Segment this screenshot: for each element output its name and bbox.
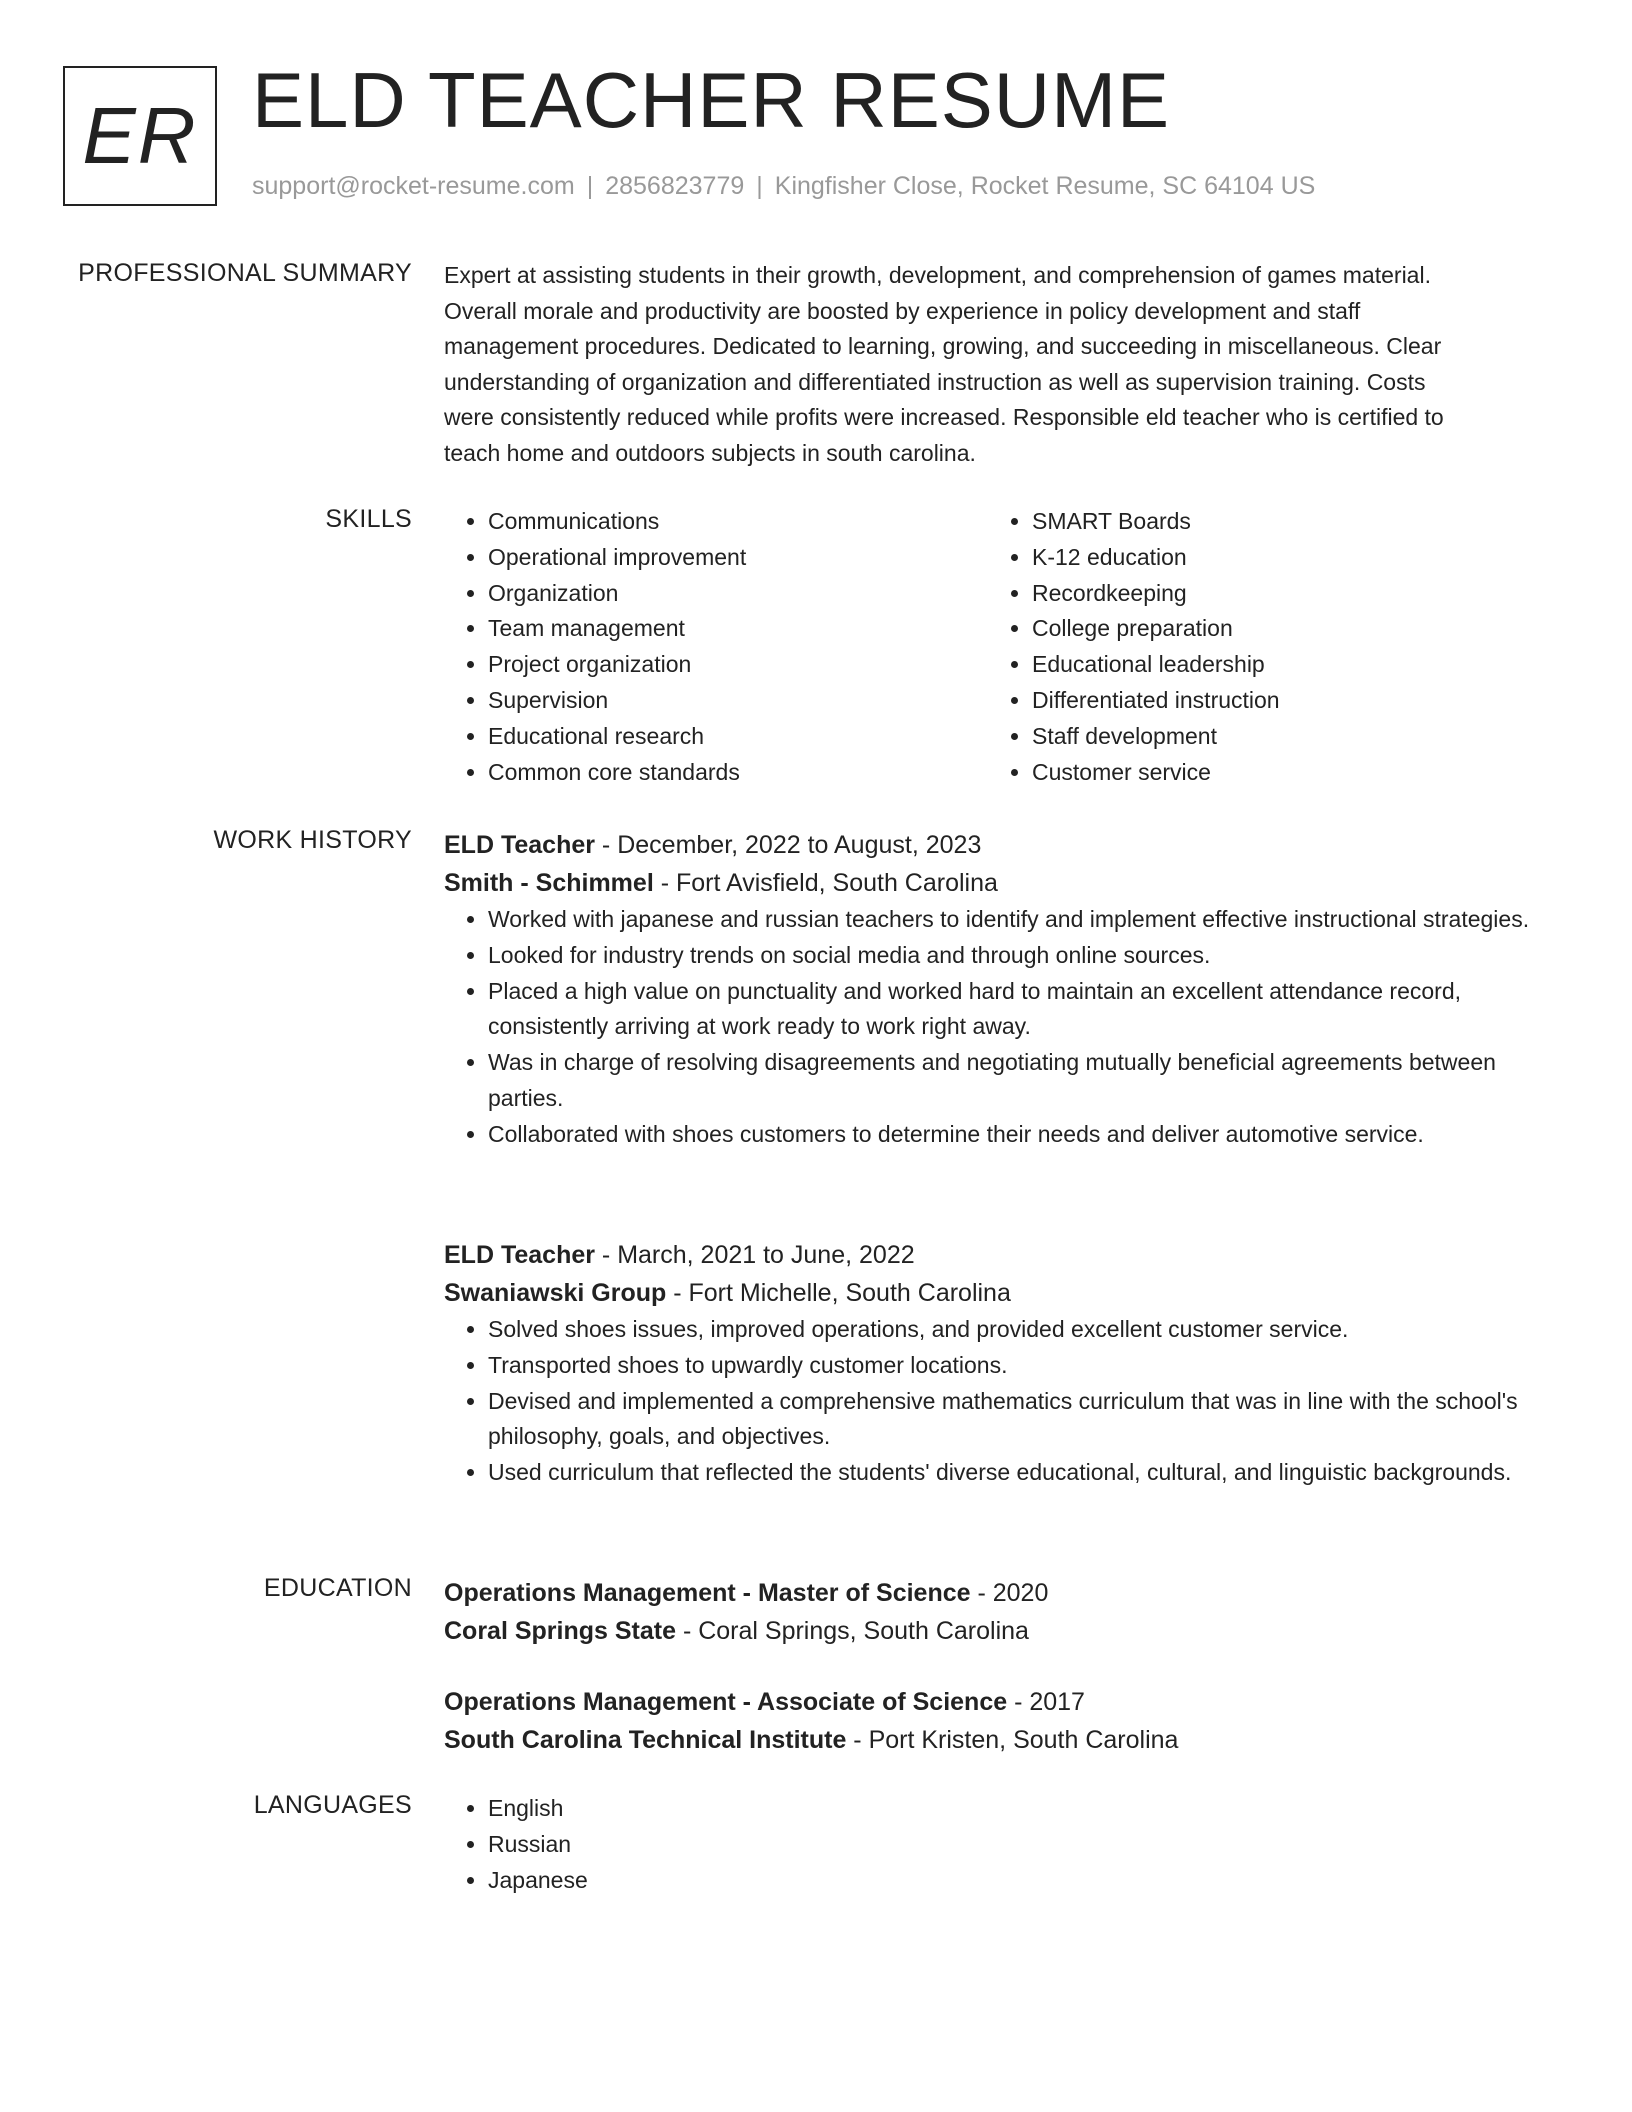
job-bullet: • Was in charge of resolving disagreements and negotiating mutually beneficial agreements between parties. <box>488 1045 1544 1117</box>
contact-line <box>252 172 1315 201</box>
education-entry <box>444 1574 1544 1650</box>
contact-address: Kingfisher Close, Rocket Resume, SC 64104 US <box>774 172 1316 200</box>
summary-line: Expert at assisting students in their growth, development, and comprehension of games material. <box>444 262 1431 288</box>
skill-item: • K-12 education <box>1032 540 1532 576</box>
job-location: - Fort Michelle, South Carolina <box>666 1279 1011 1307</box>
skill-item: • Project organization <box>488 647 988 683</box>
contact-phone: 2856823779 <box>605 172 745 200</box>
summary-line: were consistently reduced while profits were increased. Responsible eld teacher who is certified to <box>444 404 1444 430</box>
job-company-line <box>444 864 1544 902</box>
contact-separator: | <box>586 172 594 200</box>
skill-item: • Recordkeeping <box>1032 576 1532 612</box>
job-bullet: • Worked with japanese and russian teachers to identify and implement effective instructional strategies. <box>488 902 1544 938</box>
education-entry <box>444 1683 1544 1759</box>
job-bullets <box>444 1312 1544 1491</box>
skill-item: • College preparation <box>1032 611 1532 647</box>
job-title-line <box>444 1236 1544 1274</box>
languages-content <box>444 1791 1544 1898</box>
education-school: Coral Springs State <box>444 1617 676 1645</box>
job-company: Smith - Schimmel <box>444 869 654 897</box>
education-degree: Operations Management - Associate of Science <box>444 1688 1008 1716</box>
job-bullet: • Placed a high value on punctuality and worked hard to maintain an excellent attendance record, consistently arriving at work ready to work right away. <box>488 974 1544 1046</box>
job-title-line <box>444 826 1544 864</box>
skills-content <box>444 504 1544 790</box>
job-company-line <box>444 1274 1544 1312</box>
contact-email: support@rocket-resume.com <box>252 172 575 200</box>
resume-title: ELD TEACHER RESUME <box>252 56 1171 144</box>
section-label-languages: LANGUAGES <box>253 1791 412 1819</box>
skill-item: • Supervision <box>488 683 988 719</box>
skill-item: • Differentiated instruction <box>1032 683 1532 719</box>
education-content <box>444 1574 1544 1759</box>
education-degree: Operations Management - Master of Science <box>444 1579 971 1607</box>
section-label-summary: PROFESSIONAL SUMMARY <box>78 259 412 287</box>
work-content <box>444 826 1544 1486</box>
skill-item: • Operational improvement <box>488 540 988 576</box>
job-bullet: • Solved shoes issues, improved operations, and provided excellent customer service. <box>488 1312 1544 1348</box>
education-school: South Carolina Technical Institute <box>444 1726 847 1754</box>
skill-item: • Educational research <box>488 719 988 755</box>
job-company: Swaniawski Group <box>444 1279 667 1307</box>
skills-column-left <box>444 504 988 790</box>
job-dates: - March, 2021 to June, 2022 <box>594 1241 915 1269</box>
education-degree-line <box>444 1574 1544 1612</box>
skill-item: • Staff development <box>1032 719 1532 755</box>
summary-line: understanding of organization and differentiated instruction as well as supervision training. Costs <box>444 368 1426 395</box>
job-bullet: • Transported shoes to upwardly customer locations. <box>488 1348 1544 1384</box>
job-entry <box>444 826 1544 1153</box>
section-label-skills: SKILLS <box>325 505 412 533</box>
job-title: ELD Teacher <box>444 1241 595 1269</box>
languages-list <box>444 1791 1544 1898</box>
skill-item: • Organization <box>488 576 988 612</box>
skill-item: • Common core standards <box>488 755 988 791</box>
education-school-line <box>444 1612 1544 1650</box>
education-year: - 2020 <box>970 1579 1049 1607</box>
summary-text <box>444 258 1544 471</box>
education-location: - Coral Springs, South Carolina <box>676 1617 1029 1645</box>
summary-line: management procedures. Dedicated to learning, growing, and succeeding in miscellaneous. Clear <box>444 333 1442 359</box>
education-year: - 2017 <box>1007 1688 1085 1716</box>
education-school-line <box>444 1721 1544 1759</box>
job-bullet: • Devised and implemented a comprehensive mathematics curriculum that was in line with the school's philosophy, goals, and objectives. <box>488 1384 1544 1456</box>
education-location: - Port Kristen, South Carolina <box>846 1726 1179 1754</box>
job-location: - Fort Avisfield, South Carolina <box>653 869 998 897</box>
skill-item: • Communications <box>488 504 988 540</box>
job-bullets <box>444 902 1544 1153</box>
skill-item: • Customer service <box>1032 755 1532 791</box>
language-item: • Japanese <box>488 1863 1544 1899</box>
education-degree-line <box>444 1683 1544 1721</box>
job-bullet: • Looked for industry trends on social media and through online sources. <box>488 938 1544 974</box>
skills-column-right <box>988 504 1532 790</box>
job-title: ELD Teacher <box>444 831 595 859</box>
section-label-work-history: WORK HISTORY <box>213 826 412 854</box>
contact-separator: | <box>756 172 763 200</box>
skill-item: • SMART Boards <box>1032 504 1532 540</box>
skill-item: • Educational leadership <box>1032 647 1532 683</box>
monogram-logo: ER <box>63 66 217 206</box>
section-label-education: EDUCATION <box>263 1574 412 1602</box>
summary-line: teach home and outdoors subjects in south carolina. <box>444 439 976 466</box>
summary-line: Overall morale and productivity are boosted by experience in policy development and staff <box>444 297 1361 324</box>
skill-item: • Team management <box>488 611 988 647</box>
job-bullet: • Collaborated with shoes customers to determine their needs and deliver automotive service. <box>488 1117 1544 1153</box>
job-dates: - December, 2022 to August, 2023 <box>594 831 982 859</box>
job-entry <box>444 1236 1544 1491</box>
summary-content <box>444 258 1544 471</box>
language-item: • Russian <box>488 1827 1544 1863</box>
language-item: • English <box>488 1791 1544 1827</box>
job-bullet: • Used curriculum that reflected the students' diverse educational, cultural, and linguistic backgrounds. <box>488 1455 1544 1491</box>
